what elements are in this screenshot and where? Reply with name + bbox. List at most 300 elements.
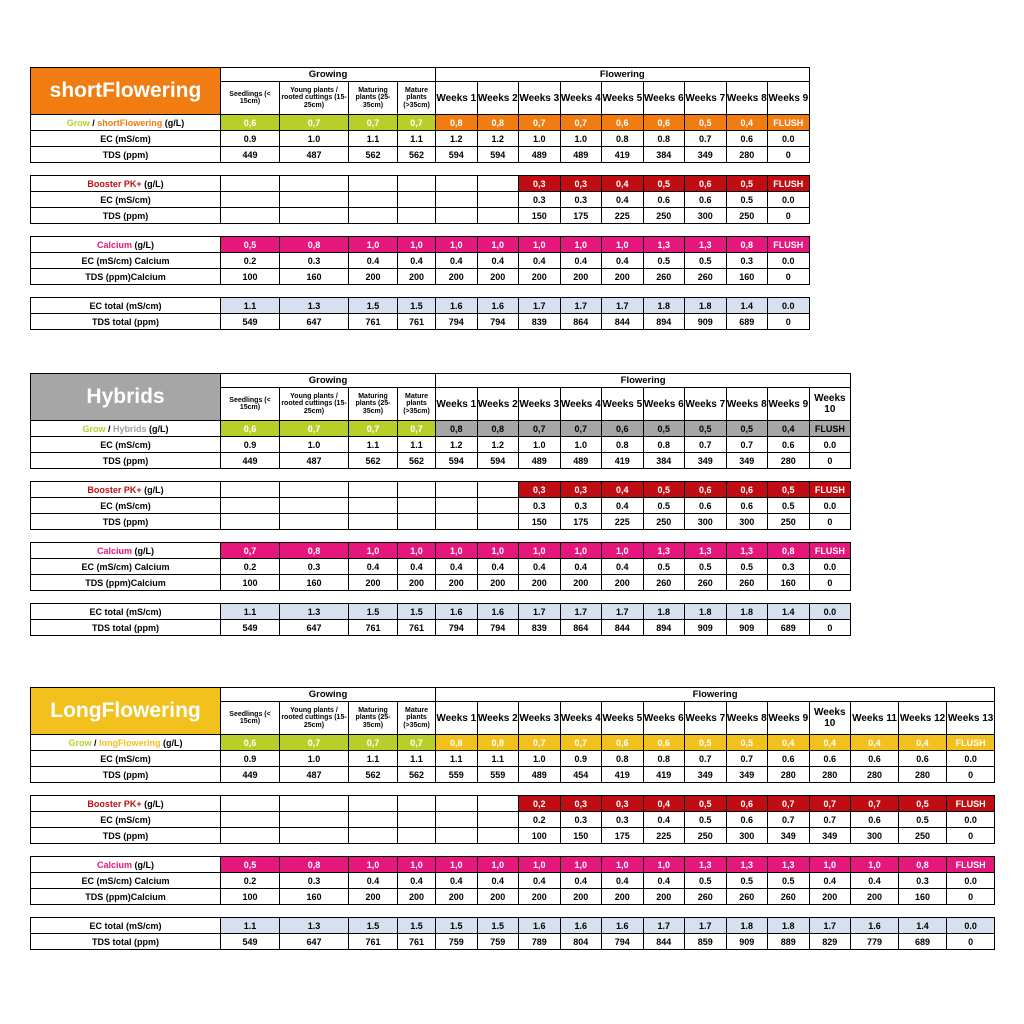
week-header: Weeks 4 (560, 82, 602, 115)
grow-dose: 0,7 (398, 421, 436, 437)
total-tds-cell: 647 (280, 620, 349, 636)
tds-cell: 419 (602, 453, 644, 469)
booster-tds-cell (349, 828, 398, 844)
booster-ec-cell (436, 812, 478, 828)
booster-dose: 0,6 (726, 482, 768, 498)
booster-dose: 0,5 (768, 482, 810, 498)
total-tds-cell: 844 (643, 934, 685, 950)
booster-tds-cell: 349 (768, 828, 810, 844)
week-header: Weeks 10 (809, 702, 851, 735)
booster-tds-cell: 175 (560, 208, 602, 224)
calcium-dose: 0,8 (726, 237, 768, 253)
booster-dose (280, 796, 349, 812)
calcium-tds-cell: 260 (685, 269, 727, 285)
flower-dose: 0,6 (602, 735, 644, 751)
booster-dose: 0,5 (899, 796, 947, 812)
total-ec-cell: 1.7 (643, 918, 685, 934)
total-tds-cell: 761 (398, 934, 436, 950)
grow-dose: 0,7 (349, 421, 398, 437)
calcium-tds-cell: 200 (398, 269, 436, 285)
stage-header-young: Young plants / rooted cuttings (15-25cm) (280, 388, 349, 421)
total-tds-cell: 689 (768, 620, 810, 636)
total-ec-cell: 1.4 (726, 298, 768, 314)
ec-cell: 1.1 (349, 437, 398, 453)
booster-ec-cell (221, 498, 280, 514)
week-header: Weeks 3 (519, 82, 561, 115)
flower-dose: 0,4 (726, 115, 768, 131)
flower-dose: 0,8 (436, 421, 478, 437)
tds-cell: 419 (602, 767, 644, 783)
booster-tds-label: TDS (ppm) (31, 208, 221, 224)
calcium-dose: 0,8 (768, 543, 810, 559)
calcium-ec-label: EC (mS/cm) Calcium (31, 253, 221, 269)
calcium-dose: 1,0 (519, 237, 561, 253)
calcium-dose: 1,0 (602, 543, 644, 559)
week-header: Weeks 7 (685, 388, 727, 421)
total-tds-cell: 804 (560, 934, 602, 950)
calcium-ec-cell: 0.5 (768, 873, 810, 889)
week-header: Weeks 5 (602, 82, 644, 115)
flower-dose: 0,5 (685, 115, 727, 131)
booster-tds-cell: 250 (726, 208, 768, 224)
unit-label: (g/L) (160, 737, 183, 748)
booster-tds-cell: 300 (685, 208, 727, 224)
calcium-tds-label: TDS (ppm)Calcium (31, 269, 221, 285)
booster-ec-cell (398, 498, 436, 514)
tds-label: TDS (ppm) (31, 767, 221, 783)
calcium-dose: 1,3 (768, 857, 810, 873)
spacer (31, 163, 810, 176)
flower-dose: 0,8 (477, 115, 519, 131)
total-ec-cell: 1.3 (280, 918, 349, 934)
tds-cell: 349 (685, 453, 727, 469)
calcium-ec-cell: 0.3 (726, 253, 768, 269)
booster-dose (221, 176, 280, 192)
growing-header: Growing (221, 374, 436, 388)
ec-cell: 0.9 (221, 751, 280, 767)
flowering-header: Flowering (436, 68, 810, 82)
slash: / (89, 117, 98, 128)
booster-tds-cell (349, 514, 398, 530)
total-tds-cell: 647 (280, 934, 349, 950)
calcium-tds-cell: 260 (643, 575, 685, 591)
calcium-ec-cell: 0.4 (560, 559, 602, 575)
calcium-label (31, 543, 221, 559)
flower-dose: 0,4 (899, 735, 947, 751)
calcium-dose: 1,0 (349, 543, 398, 559)
stage-header-maturing: Maturing plants (25-35cm) (349, 82, 398, 115)
booster-ec-cell: 0.6 (726, 498, 768, 514)
tds-cell: 594 (477, 147, 519, 163)
flower-dose: 0,4 (768, 735, 810, 751)
booster-ec-cell (436, 498, 478, 514)
booster-tds-cell: 250 (768, 514, 810, 530)
ec-cell: 1.0 (280, 437, 349, 453)
calcium-dose: 1,3 (726, 543, 768, 559)
booster-dose: 0,5 (685, 796, 727, 812)
spacer (31, 469, 851, 482)
total-ec-label: EC total (mS/cm) (31, 918, 221, 934)
ec-cell: 0.6 (768, 437, 810, 453)
nutrient-label (31, 115, 221, 131)
tds-cell: 280 (768, 767, 810, 783)
total-tds-cell: 789 (519, 934, 561, 950)
ec-cell: 1.1 (349, 751, 398, 767)
calcium-ec-cell: 0.0 (947, 873, 995, 889)
booster-dose: 0,5 (643, 482, 685, 498)
calcium-tds-cell: 200 (349, 575, 398, 591)
week-header: Weeks 8 (726, 702, 768, 735)
booster-dose: 0,7 (809, 796, 851, 812)
tds-label: TDS (ppm) (31, 453, 221, 469)
booster-ec-cell: 0.4 (643, 812, 685, 828)
week-header: Weeks 8 (726, 388, 768, 421)
calcium-ec-label: EC (mS/cm) Calcium (31, 559, 221, 575)
calcium-tds-cell: 160 (280, 889, 349, 905)
booster-ec-cell: 0.3 (519, 192, 561, 208)
booster-ec-cell: 0.0 (768, 192, 810, 208)
calcium-dose: 1,0 (560, 543, 602, 559)
calcium-dose: 1,0 (560, 237, 602, 253)
calcium-tds-cell: 200 (809, 889, 851, 905)
calcium-name: Calcium (96, 545, 132, 556)
booster-ec-cell: 0.5 (643, 498, 685, 514)
total-tds-cell: 844 (602, 314, 644, 330)
grow-dose: 0,7 (398, 115, 436, 131)
tds-cell: 384 (643, 453, 685, 469)
booster-ec-cell: 0.4 (602, 498, 644, 514)
booster-ec-cell: 0.6 (726, 812, 768, 828)
total-ec-label: EC total (mS/cm) (31, 604, 221, 620)
booster-ec-cell (349, 192, 398, 208)
tds-cell: 562 (349, 147, 398, 163)
week-header: Weeks 1 (436, 388, 478, 421)
ec-cell: 0.0 (947, 751, 995, 767)
total-tds-cell: 794 (477, 620, 519, 636)
booster-ec-cell: 0.6 (643, 192, 685, 208)
booster-tds-cell: 300 (726, 514, 768, 530)
total-ec-cell: 0.0 (768, 298, 810, 314)
booster-dose: FLUSH (768, 176, 810, 192)
booster-ec-cell: 0.3 (602, 812, 644, 828)
tds-cell: 594 (477, 453, 519, 469)
total-tds-label: TDS total (ppm) (31, 314, 221, 330)
booster-tds-cell: 175 (560, 514, 602, 530)
booster-ec-label: EC (mS/cm) (31, 812, 221, 828)
spacer (31, 224, 810, 237)
flowering-header: Flowering (436, 688, 995, 702)
ec-cell: 1.0 (560, 437, 602, 453)
calcium-dose: 1,3 (726, 857, 768, 873)
booster-ec-cell (349, 498, 398, 514)
ec-cell: 0.0 (809, 437, 851, 453)
flower-dose: 0,7 (519, 735, 561, 751)
ec-cell: 0.8 (602, 437, 644, 453)
ec-cell: 0.6 (899, 751, 947, 767)
calcium-ec-cell: 0.3 (899, 873, 947, 889)
calcium-tds-cell: 160 (280, 575, 349, 591)
calcium-tds-cell: 0 (809, 575, 851, 591)
booster-tds-cell (349, 208, 398, 224)
calcium-dose: FLUSH (809, 543, 851, 559)
booster-label (31, 796, 221, 812)
tds-cell: 384 (643, 147, 685, 163)
ec-cell: 0.6 (851, 751, 899, 767)
flower-dose: 0,7 (519, 421, 561, 437)
ec-cell: 1.0 (280, 131, 349, 147)
booster-dose: 0,6 (685, 176, 727, 192)
grow-label: Grow (68, 737, 92, 748)
calcium-ec-cell: 0.5 (685, 253, 727, 269)
stage-header-young: Young plants / rooted cuttings (15-25cm) (280, 82, 349, 115)
booster-dose (398, 176, 436, 192)
booster-ec-cell: 0.3 (560, 192, 602, 208)
week-header: Weeks 8 (726, 82, 768, 115)
ec-label: EC (mS/cm) (31, 751, 221, 767)
total-ec-cell: 1.8 (768, 918, 810, 934)
booster-tds-cell: 250 (899, 828, 947, 844)
booster-tds-cell: 225 (602, 514, 644, 530)
booster-tds-cell (436, 208, 478, 224)
week-header: Weeks 7 (685, 82, 727, 115)
ec-cell: 1.1 (349, 131, 398, 147)
total-ec-cell: 1.3 (280, 298, 349, 314)
calcium-dose: 1,0 (560, 857, 602, 873)
ec-label: EC (mS/cm) (31, 131, 221, 147)
calcium-ec-cell: 0.2 (221, 253, 280, 269)
calcium-name: Calcium (96, 859, 132, 870)
tds-cell: 489 (519, 147, 561, 163)
total-ec-cell: 1.1 (221, 604, 280, 620)
total-ec-cell: 1.5 (398, 604, 436, 620)
tds-cell: 489 (560, 147, 602, 163)
spacer (31, 783, 995, 796)
booster-tds-cell: 225 (602, 208, 644, 224)
calcium-dose: 1,0 (349, 857, 398, 873)
booster-ec-cell: 0.2 (519, 812, 561, 828)
calcium-ec-cell: 0.3 (280, 559, 349, 575)
tds-cell: 487 (280, 767, 349, 783)
booster-tds-cell: 150 (519, 514, 561, 530)
stage-header-mature: Mature plants (>35cm) (398, 702, 436, 735)
flower-dose: 0,7 (519, 115, 561, 131)
stage-header-maturing: Maturing plants (25-35cm) (349, 702, 398, 735)
tds-cell: 0 (809, 453, 851, 469)
booster-tds-cell (280, 828, 349, 844)
flower-dose: FLUSH (947, 735, 995, 751)
booster-tds-cell (477, 828, 519, 844)
calcium-ec-cell: 0.5 (726, 559, 768, 575)
total-ec-cell: 1.6 (477, 298, 519, 314)
booster-tds-cell (477, 514, 519, 530)
week-header: Weeks 9 (768, 82, 810, 115)
ec-cell: 0.6 (726, 131, 768, 147)
total-tds-cell: 759 (436, 934, 478, 950)
ec-cell: 1.1 (398, 751, 436, 767)
week-header: Weeks 2 (477, 388, 519, 421)
week-header: Weeks 5 (602, 388, 644, 421)
flower-dose: 0,8 (477, 421, 519, 437)
calcium-tds-cell: 260 (726, 889, 768, 905)
booster-ec-cell (477, 498, 519, 514)
total-ec-cell: 1.7 (519, 298, 561, 314)
calcium-ec-cell: 0.5 (643, 253, 685, 269)
ec-cell: 1.1 (398, 437, 436, 453)
week-header: Weeks 11 (851, 702, 899, 735)
flower-dose: FLUSH (768, 115, 810, 131)
flower-dose: 0,4 (768, 421, 810, 437)
booster-name: Booster PK+ (87, 484, 142, 495)
calcium-dose: 1,0 (477, 543, 519, 559)
booster-ec-cell (280, 498, 349, 514)
grow-dose: 0,7 (349, 735, 398, 751)
calcium-ec-cell: 0.2 (221, 559, 280, 575)
calcium-tds-cell: 160 (899, 889, 947, 905)
total-tds-label: TDS total (ppm) (31, 934, 221, 950)
week-header: Weeks 13 (947, 702, 995, 735)
calcium-tds-cell: 260 (726, 575, 768, 591)
section-longflowering (30, 687, 995, 950)
booster-ec-cell (436, 192, 478, 208)
booster-label (31, 176, 221, 192)
total-ec-cell: 1.5 (349, 604, 398, 620)
calcium-dose: 0,5 (221, 857, 280, 873)
week-header: Weeks 6 (643, 82, 685, 115)
total-tds-cell: 0 (768, 314, 810, 330)
calcium-ec-cell: 0.4 (602, 253, 644, 269)
booster-name: Booster PK+ (87, 798, 142, 809)
nutrient-label (31, 421, 221, 437)
total-tds-cell: 761 (398, 620, 436, 636)
calcium-ec-cell: 0.4 (602, 559, 644, 575)
calcium-ec-cell: 0.5 (643, 559, 685, 575)
booster-dose: 0,3 (560, 482, 602, 498)
booster-dose: FLUSH (809, 482, 851, 498)
schedule-table (30, 687, 995, 950)
calcium-tds-cell: 200 (398, 575, 436, 591)
flowering-header: Flowering (436, 374, 851, 388)
booster-tds-cell: 349 (809, 828, 851, 844)
booster-ec-cell: 0.6 (685, 498, 727, 514)
flower-dose: 0,5 (685, 421, 727, 437)
tds-cell: 559 (436, 767, 478, 783)
grow-label: Grow (66, 117, 90, 128)
booster-ec-cell: 0.3 (560, 812, 602, 828)
grow-dose: 0,6 (221, 735, 280, 751)
tds-cell: 562 (349, 767, 398, 783)
booster-dose (280, 482, 349, 498)
grow-dose: 0,7 (280, 735, 349, 751)
spacer (31, 844, 995, 857)
variant-label: Hybrids (113, 423, 147, 434)
booster-ec-cell: 0.3 (560, 498, 602, 514)
flower-dose: FLUSH (809, 421, 851, 437)
calcium-tds-cell: 200 (560, 575, 602, 591)
tds-cell: 349 (685, 767, 727, 783)
calcium-ec-cell: 0.4 (519, 253, 561, 269)
booster-ec-label: EC (mS/cm) (31, 498, 221, 514)
week-header: Weeks 4 (560, 702, 602, 735)
booster-dose: 0,6 (726, 796, 768, 812)
calcium-dose: 1,0 (477, 237, 519, 253)
calcium-ec-cell: 0.2 (221, 873, 280, 889)
tds-cell: 280 (809, 767, 851, 783)
booster-dose: 0,5 (726, 176, 768, 192)
calcium-dose: 1,0 (477, 857, 519, 873)
tds-cell: 419 (643, 767, 685, 783)
total-ec-cell: 1.7 (685, 918, 727, 934)
total-ec-cell: 1.6 (436, 604, 478, 620)
tds-cell: 562 (349, 453, 398, 469)
calcium-ec-cell: 0.3 (768, 559, 810, 575)
unit-label: (g/L) (132, 859, 154, 870)
total-ec-label: EC total (mS/cm) (31, 298, 221, 314)
booster-ec-cell: 0.5 (685, 812, 727, 828)
booster-ec-cell (221, 192, 280, 208)
calcium-ec-cell: 0.4 (398, 253, 436, 269)
calcium-ec-cell: 0.4 (560, 873, 602, 889)
growing-header: Growing (221, 688, 436, 702)
ec-cell: 0.7 (726, 751, 768, 767)
ec-cell: 1.1 (398, 131, 436, 147)
stage-header-mature: Mature plants (>35cm) (398, 388, 436, 421)
week-header: Weeks 10 (809, 388, 851, 421)
tds-cell: 280 (726, 147, 768, 163)
calcium-ec-cell: 0.5 (726, 873, 768, 889)
booster-dose (221, 482, 280, 498)
total-ec-cell: 1.6 (560, 918, 602, 934)
calcium-tds-cell: 200 (519, 575, 561, 591)
flower-dose: 0,4 (851, 735, 899, 751)
booster-dose: 0,4 (643, 796, 685, 812)
spacer (31, 285, 810, 298)
ec-cell: 0.7 (685, 131, 727, 147)
calcium-tds-cell: 260 (685, 575, 727, 591)
calcium-dose: 1,0 (436, 543, 478, 559)
stage-header-maturing: Maturing plants (25-35cm) (349, 388, 398, 421)
booster-ec-cell: 0.0 (947, 812, 995, 828)
week-header: Weeks 9 (768, 702, 810, 735)
variant-label: shortFlowering (97, 117, 163, 128)
booster-tds-cell: 150 (519, 208, 561, 224)
booster-tds-cell (221, 828, 280, 844)
booster-ec-cell: 0.6 (685, 192, 727, 208)
booster-tds-cell (398, 208, 436, 224)
booster-label (31, 482, 221, 498)
section-title: Hybrids (31, 374, 221, 421)
calcium-dose: 1,0 (398, 543, 436, 559)
week-header: Weeks 6 (643, 388, 685, 421)
calcium-ec-cell: 0.0 (809, 559, 851, 575)
tds-cell: 449 (221, 453, 280, 469)
total-tds-cell: 889 (768, 934, 810, 950)
tds-cell: 0 (768, 147, 810, 163)
section-title: LongFlowering (31, 688, 221, 735)
calcium-label (31, 237, 221, 253)
calcium-tds-cell: 200 (436, 575, 478, 591)
flower-dose: 0,4 (809, 735, 851, 751)
booster-dose: 0,3 (519, 176, 561, 192)
total-ec-cell: 1.8 (685, 604, 727, 620)
calcium-ec-cell: 0.4 (398, 873, 436, 889)
spacer (31, 905, 995, 918)
calcium-dose: 1,0 (602, 857, 644, 873)
calcium-ec-cell: 0.5 (685, 559, 727, 575)
flower-dose: 0,8 (436, 735, 478, 751)
week-header: Weeks 5 (602, 702, 644, 735)
slash: / (91, 737, 100, 748)
schedule-table (30, 373, 851, 636)
